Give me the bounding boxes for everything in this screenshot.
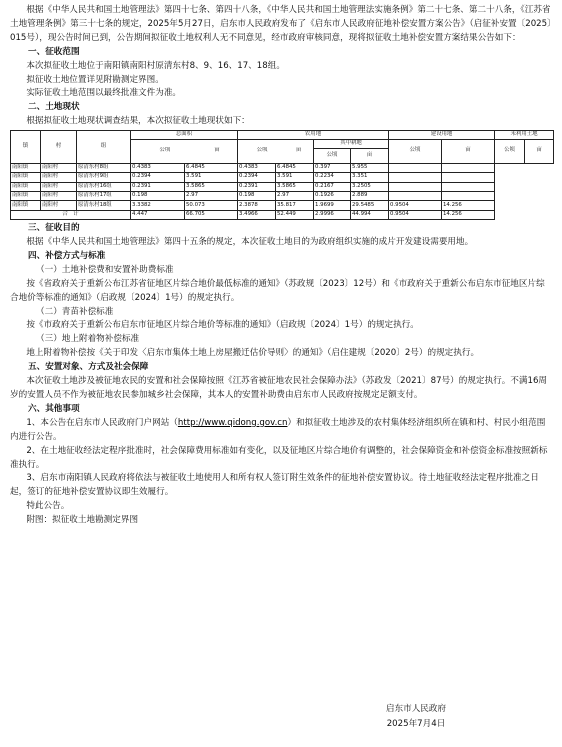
cell-value: 3.591 <box>185 173 238 182</box>
cell-value: 6.4845 <box>185 163 238 172</box>
unit-mu: 亩 <box>295 147 302 154</box>
header-construction-land: 建设用地 <box>389 131 495 140</box>
cell-total-value: 2.9996 <box>314 210 351 219</box>
table-row <box>11 201 554 210</box>
government-website-link[interactable]: http://www.qidong.gov.cn <box>177 417 288 428</box>
cell-total-value: 0.9504 <box>389 210 442 219</box>
cell-value: 0.1926 <box>314 191 351 200</box>
section-4-sub-1-paragraph: 按《省政府关于重新公布江苏省征地区片综合地价最低标准的通知》（苏政规〔2023〕12号）和《市政府关于重新公布启东市征地区片综合地价等标准的通知》（启政规〔2024〕1号）的规定执行。 <box>10 278 545 303</box>
table-row <box>11 163 554 172</box>
section-4-title: 四、补偿方式与标准 <box>28 250 106 261</box>
table-total-row <box>11 210 554 219</box>
cell-value <box>442 182 495 191</box>
cell-value: 2.3878 <box>238 201 276 210</box>
intro-paragraph: 根据《中华人民共和国土地管理法》第四十七条、第四十八条，《中华人民共和国土地管理法实施条例》第二十七条、第二十八条，《江苏省土地管理条例》第三十七条的规定，2025年5月27日，启东市人民政府发布了《启东市人民政府征地补偿安置方案公告》（启征补安置〔2025〕015号），现公告时间已到，公告期间拟征收土地权利人无不同意见，经市政府审核同意，现将拟征收土地补偿安置方案结果公告如下： <box>10 5 552 43</box>
section-4-sub-2: （二）青苗补偿标准 <box>36 306 114 317</box>
header-cultivated-land: 其中耕地 <box>314 139 389 148</box>
cell-value: 14.256 <box>442 201 495 210</box>
cell-value: 3.3382 <box>131 201 185 210</box>
cell-town: 南阳镇 <box>11 201 41 210</box>
cell-value: 0.397 <box>314 163 351 172</box>
cell-value: 0.2234 <box>314 173 351 182</box>
header-agri-units <box>238 139 314 163</box>
cell-value: 0.198 <box>238 191 276 200</box>
cell-value <box>442 163 495 172</box>
cell-value: 0.2391 <box>238 182 276 191</box>
section-2-paragraph-1: 根据拟征收土地现状调查结果，本次拟征收土地现状如下： <box>26 116 250 127</box>
cell-town: 南阳镇 <box>11 163 41 172</box>
cell-total-value: 3.4966 <box>238 210 276 219</box>
section-3-paragraph-1: 根据《中华人民共和国土地管理法》第四十五条的规定，本次征收土地目的为政府组织实施的成片开发建设需要用地。 <box>26 237 474 247</box>
cell-total-value: 14.256 <box>442 210 495 219</box>
cell-village: 南阳村 <box>41 201 77 210</box>
cell-total-value: 44.994 <box>351 210 389 219</box>
unit-mu: 亩 <box>525 139 554 163</box>
cell-value: 0.2394 <box>238 173 276 182</box>
cell-value: 0.4383 <box>238 163 276 172</box>
header-town: 镇 <box>11 131 41 164</box>
cell-village: 南阳村 <box>41 173 77 182</box>
cell-value: 0.9504 <box>389 201 442 210</box>
attachment-note: 附图：拟征收土地勘测定界图 <box>26 515 139 526</box>
table-body <box>11 163 554 219</box>
unit-mu: 亩 <box>214 147 220 154</box>
cell-village: 南阳村 <box>41 182 77 191</box>
cell-value: 0.2394 <box>131 173 185 182</box>
section-4-sub-1: （一）土地补偿费和安置补助费标准 <box>36 264 174 275</box>
announcement-document <box>10 4 553 528</box>
cell-value <box>389 163 442 172</box>
unit-hectare: 公顷 <box>159 147 171 154</box>
cell-value: 3.591 <box>276 173 314 182</box>
cell-total-value: 52.449 <box>276 210 314 219</box>
cell-total-value: 66.705 <box>185 210 238 219</box>
cell-value: 1.9699 <box>314 201 351 210</box>
cell-value: 2.889 <box>351 191 389 200</box>
unit-hectare: 公顷 <box>314 148 351 163</box>
signature-block <box>356 702 476 732</box>
header-group: 组 <box>77 131 131 164</box>
section-1-paragraph-1: 本次拟征收土地位于南阳镇南阳村原清东村8、9、16、17、18组。 <box>26 60 285 71</box>
cell-group: 原清东村16组 <box>77 182 131 191</box>
cell-value: 0.4383 <box>131 163 185 172</box>
section-6-paragraph-1 <box>10 417 553 445</box>
cell-value: 35.817 <box>276 201 314 210</box>
section-1-paragraph-2: 拟征收土地位置详见附勘测定界图。 <box>26 74 164 85</box>
cell-total-label: 合 计 <box>11 210 131 219</box>
cell-town: 南阳镇 <box>11 173 41 182</box>
cell-value: 3.5865 <box>276 182 314 191</box>
cell-value: 29.5485 <box>351 201 389 210</box>
text-fragment: ）和拟征收土地涉及的农村集体经济组织所在镇和村、村民小组范围内进行公告。 <box>10 417 546 442</box>
signature-date: 2025年7月4日 <box>386 719 446 729</box>
cell-value: 5.955 <box>351 163 389 172</box>
section-6-paragraph-2: 2、在土地征收经法定程序批准时，社会保障费用标准如有变化，以及征地区片综合地价有调整的，社会保障资金和补偿资金标准按照新标准执行。 <box>10 445 548 470</box>
table-row <box>11 191 554 200</box>
cell-value <box>389 182 442 191</box>
land-status-table <box>10 130 554 220</box>
cell-group: 原清东村9组 <box>77 173 131 182</box>
cell-value: 2.97 <box>276 191 314 200</box>
unit-hectare: 公顷 <box>495 139 525 163</box>
cell-value <box>442 173 495 182</box>
section-5-title: 五、安置对象、方式及社会保障 <box>28 362 149 373</box>
header-total-area: 总面积 <box>131 131 238 140</box>
section-1-paragraph-3: 实际征收土地范围以最终批准文件为准。 <box>26 88 182 99</box>
cell-group: 原清东村17组 <box>77 191 131 200</box>
section-4-sub-2-paragraph: 按《市政府关于重新公布启东市征地区片综合地价等标准的通知》（启政规〔2024〕1号）的规定执行。 <box>26 320 419 331</box>
unit-mu: 亩 <box>442 139 495 163</box>
cell-value: 0.2167 <box>314 182 351 191</box>
section-4-sub-3: （三）地上附着物补偿标准 <box>36 334 140 345</box>
cell-town: 南阳镇 <box>11 191 41 200</box>
section-5-paragraph-1: 本次征收土地涉及被征地农民的安置和社会保障按照《江苏省被征地农民社会保障办法》（苏政发〔2021〕87号）的规定执行。不满16周岁的安置人员不作为被征地农民参加城乡社会保障，其本人的安置补助费由启东市人民政府按规定足额支付。 <box>10 376 548 400</box>
cell-value: 3.5865 <box>185 182 238 191</box>
table-row <box>11 173 554 182</box>
cell-value: 6.4845 <box>276 163 314 172</box>
cell-value: 0.2391 <box>131 182 185 191</box>
header-total-units <box>131 139 238 163</box>
cell-village: 南阳村 <box>41 163 77 172</box>
section-1-title: 一、征收范围 <box>28 46 80 57</box>
cell-value: 0.198 <box>131 191 185 200</box>
cell-value: 2.97 <box>185 191 238 200</box>
cell-value: 3.2505 <box>351 182 389 191</box>
unit-hectare: 公顷 <box>389 139 442 163</box>
unit-mu: 亩 <box>351 148 389 163</box>
section-3-title: 三、征收目的 <box>28 223 80 234</box>
cell-value: 3.351 <box>351 173 389 182</box>
section-2-title: 二、土地现状 <box>28 102 80 113</box>
cell-group: 原清东村8组 <box>77 163 131 172</box>
cell-village: 南阳村 <box>41 191 77 200</box>
cell-value <box>389 173 442 182</box>
signature-org: 启东市人民政府 <box>385 704 447 714</box>
cell-value: 50.073 <box>185 201 238 210</box>
header-agricultural-land: 农用地 <box>238 131 389 140</box>
cell-value <box>389 191 442 200</box>
cell-value <box>442 191 495 200</box>
header-unused-land: 未利用土地 <box>495 131 554 140</box>
cell-town: 南阳镇 <box>11 182 41 191</box>
text-fragment: 1、本公告在启东市人民政府门户网站（ <box>26 417 178 428</box>
header-village: 村 <box>41 131 77 164</box>
unit-hectare: 公顷 <box>256 147 268 154</box>
section-6-title: 六、其他事项 <box>28 403 80 414</box>
section-4-sub-3-paragraph: 地上附着物补偿按《关于印发〈启东市集体土地上房屋搬迁估价导则〉的通知》（启住建规〔2020〕2号）的规定执行。 <box>26 348 480 359</box>
table-row <box>11 182 554 191</box>
section-6-paragraph-3: 3、启东市南阳镇人民政府将依法与被征收土地使用人和所有权人签订附生效条件的征地补偿安置协议。待土地征收经法定程序批准之日起，签订的征地补偿安置协议即生效履行。 <box>10 473 539 498</box>
cell-total-value: 4.447 <box>131 210 185 219</box>
cell-group: 原清东村18组 <box>77 201 131 210</box>
closing-statement: 特此公告。 <box>26 501 70 512</box>
